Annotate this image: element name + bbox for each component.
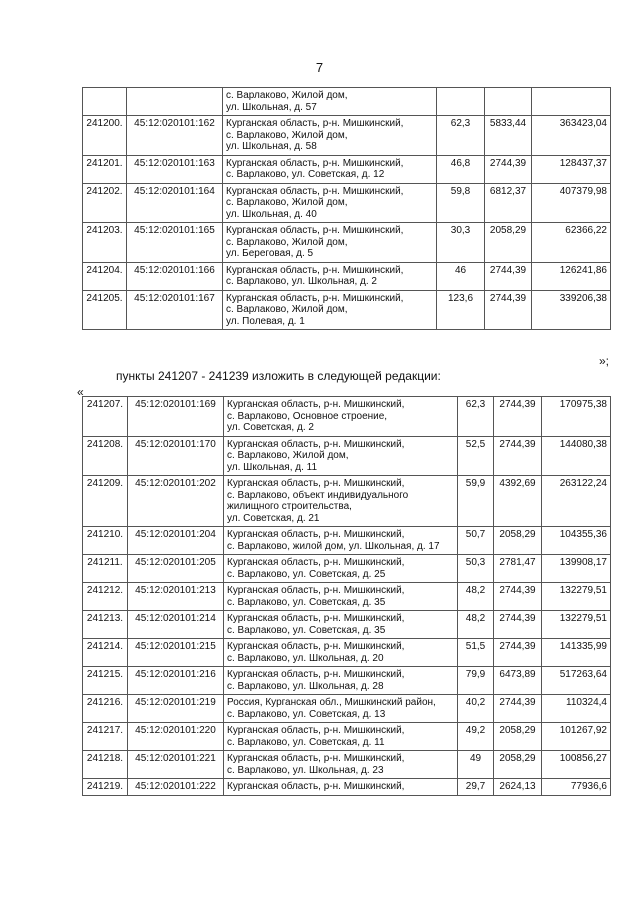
address-line: Курганская область, р-н. Мишкинский, <box>226 292 404 304</box>
address-cell <box>224 751 458 779</box>
cadastral-number-cell: 45:12:020101:167 <box>127 290 223 330</box>
address-cell <box>224 723 458 751</box>
total-value-cell: 139908,17 <box>542 555 611 583</box>
address-line: с. Варлаково, Жилой дом, <box>226 129 348 141</box>
address-line: ул. Школьная, д. 58 <box>226 141 317 152</box>
address-line: Курганская область, р-н. Мишкинский, <box>226 225 404 236</box>
cadastral-number-cell: 45:12:020101:204 <box>128 527 224 555</box>
row-number-cell: 241207. <box>83 397 128 437</box>
address-cell <box>224 476 458 527</box>
address-line: ул. Советская, д. 21 <box>227 512 320 524</box>
address-line: с. Варлаково, ул. Советская, д. 11 <box>227 736 385 748</box>
row-number-cell <box>83 88 127 116</box>
row-number-cell: 241215. <box>83 667 128 695</box>
price-value-cell: 2744,39 <box>485 262 532 290</box>
total-value-cell: 132279,51 <box>542 611 611 639</box>
total-value-cell: 407379,98 <box>532 183 611 223</box>
address-cell <box>223 262 437 290</box>
total-value-cell: 144080,38 <box>542 436 611 476</box>
area-value-cell: 52,5 <box>458 436 494 476</box>
address-cell <box>224 583 458 611</box>
address-line: с. Варлаково, ул. Советская, д. 12 <box>226 169 385 180</box>
table-row <box>83 397 611 437</box>
price-value-cell: 2058,29 <box>485 223 532 263</box>
area-value-cell: 59,9 <box>458 476 494 527</box>
total-value-cell: 263122,24 <box>542 476 611 527</box>
address-cell <box>224 611 458 639</box>
area-value-cell: 50,7 <box>458 527 494 555</box>
cadastral-number-cell: 45:12:020101:169 <box>128 397 224 437</box>
address-cell <box>223 183 437 223</box>
total-value-cell: 141335,99 <box>542 639 611 667</box>
address-line: Курганская область, р-н. Мишкинский, <box>226 157 404 169</box>
address-line: Курганская область, р-н. Мишкинский, <box>227 613 405 624</box>
area-value-cell: 48,2 <box>458 583 494 611</box>
total-value-cell: 77936,6 <box>542 779 611 796</box>
price-value-cell: 2744,39 <box>485 155 532 183</box>
address-line: с. Варлаково, ул. Школьная, д. 2 <box>226 276 377 287</box>
cadastral-number-cell: 45:12:020101:163 <box>127 155 223 183</box>
row-number-cell: 241213. <box>83 611 128 639</box>
table-row <box>83 436 611 476</box>
table-row <box>83 751 611 779</box>
address-cell <box>224 667 458 695</box>
price-value-cell: 2058,29 <box>494 723 542 751</box>
row-number-cell: 241204. <box>83 262 127 290</box>
area-value-cell: 59,8 <box>437 183 485 223</box>
price-value-cell: 2744,39 <box>494 611 542 639</box>
total-value-cell: 517263,64 <box>542 667 611 695</box>
total-value-cell: 132279,51 <box>542 583 611 611</box>
cadastral-number-cell: 45:12:020101:221 <box>128 751 224 779</box>
address-cell <box>224 436 458 476</box>
total-value-cell: 170975,38 <box>542 397 611 437</box>
address-line: Курганская область, р-н. Мишкинский, <box>226 264 404 276</box>
area-value-cell: 49,2 <box>458 723 494 751</box>
area-value-cell: 46 <box>437 262 485 290</box>
opening-quote: « <box>77 385 84 399</box>
total-value-cell <box>532 88 611 116</box>
page-number: 7 <box>315 60 324 75</box>
address-line: ул. Береговая, д. 5 <box>226 248 314 259</box>
address-cell <box>224 639 458 667</box>
area-value-cell: 40,2 <box>458 695 494 723</box>
row-number-cell: 241203. <box>83 223 127 263</box>
address-cell <box>224 397 458 437</box>
price-value-cell <box>485 88 532 116</box>
table-row <box>83 583 611 611</box>
row-number-cell: 241200. <box>83 116 127 156</box>
table-row <box>83 88 611 116</box>
table-row <box>83 527 611 555</box>
cadastral-number-cell: 45:12:020101:216 <box>128 667 224 695</box>
table-row <box>83 695 611 723</box>
area-value-cell: 62,3 <box>437 116 485 156</box>
table-row <box>83 476 611 527</box>
address-cell <box>224 779 458 796</box>
address-line: с. Варлаково, ул. Советская, д. 35 <box>227 596 386 608</box>
cadastral-number-cell: 45:12:020101:220 <box>128 723 224 751</box>
table-row <box>83 116 611 156</box>
price-value-cell: 2058,29 <box>494 751 542 779</box>
row-number-cell: 241201. <box>83 155 127 183</box>
area-value-cell: 29,7 <box>458 779 494 796</box>
address-cell <box>223 155 437 183</box>
area-value-cell: 49 <box>458 751 494 779</box>
address-line: ул. Полевая, д. 1 <box>226 315 305 327</box>
cadastral-number-cell <box>127 88 223 116</box>
total-value-cell: 101267,92 <box>542 723 611 751</box>
cadastral-number-cell: 45:12:020101:170 <box>128 436 224 476</box>
total-value-cell: 128437,37 <box>532 155 611 183</box>
table-body <box>83 397 611 796</box>
cadastral-number-cell: 45:12:020101:166 <box>127 262 223 290</box>
total-value-cell: 339206,38 <box>532 290 611 330</box>
address-line: с. Варлаково, Жилой дом, <box>226 197 348 208</box>
address-line: Россия, Курганская обл., Мишкинский район, <box>227 697 436 708</box>
address-line: с. Варлаково, ул. Школьная, д. 23 <box>227 764 384 776</box>
cadastral-number-cell: 45:12:020101:162 <box>127 116 223 156</box>
address-line: с. Варлаково, Жилой дом, <box>226 90 348 101</box>
address-line: Курганская область, р-н. Мишкинский, <box>227 669 405 680</box>
table-row <box>83 611 611 639</box>
address-line: с. Варлаково, Жилой дом, <box>226 236 348 248</box>
row-number-cell: 241202. <box>83 183 127 223</box>
address-line: Курганская область, р-н. Мишкинский, <box>227 529 405 540</box>
area-value-cell: 30,3 <box>437 223 485 263</box>
area-value-cell: 123,6 <box>437 290 485 330</box>
price-value-cell: 2744,39 <box>494 397 542 437</box>
cadastral-number-cell: 45:12:020101:202 <box>128 476 224 527</box>
table-row <box>83 779 611 796</box>
address-cell <box>223 116 437 156</box>
address-line: Курганская область, р-н. Мишкинский, <box>227 725 405 736</box>
row-number-cell: 241218. <box>83 751 128 779</box>
address-line: с. Варлаково, жилой дом, ул. Школьная, д. 17 <box>227 540 440 552</box>
total-value-cell: 62366,22 <box>532 223 611 263</box>
property-table-bottom <box>82 396 611 796</box>
address-cell <box>223 88 437 116</box>
address-line: Курганская область, р-н. Мишкинский, <box>227 438 405 450</box>
address-line: Курганская область, р-н. Мишкинский, <box>227 478 405 489</box>
address-line: с. Варлаково, Основное строение, <box>227 410 388 422</box>
address-line: с. Варлаково, объект индивидуального <box>227 489 409 501</box>
row-number-cell: 241214. <box>83 639 128 667</box>
price-value-cell: 2781,47 <box>494 555 542 583</box>
address-line: с. Варлаково, ул. Советская, д. 13 <box>227 708 386 720</box>
cadastral-number-cell: 45:12:020101:222 <box>128 779 224 796</box>
address-line: с. Варлаково, ул. Советская, д. 25 <box>227 568 386 580</box>
row-number-cell: 241210. <box>83 527 128 555</box>
price-value-cell: 2744,39 <box>494 583 542 611</box>
closing-quote: »; <box>598 354 609 368</box>
instruction-text: пункты 241207 - 241239 изложить в следующей редакции: <box>116 369 441 383</box>
address-line: с. Варлаково, Жилой дом, <box>226 304 348 315</box>
total-value-cell: 363423,04 <box>532 116 611 156</box>
table-row <box>83 555 611 583</box>
area-value-cell: 79,9 <box>458 667 494 695</box>
address-line: Курганская область, р-н. Мишкинский, <box>227 781 405 792</box>
price-value-cell: 2744,39 <box>485 290 532 330</box>
address-line: ул. Школьная, д. 40 <box>226 208 317 220</box>
row-number-cell: 241209. <box>83 476 128 527</box>
price-value-cell: 2744,39 <box>494 436 542 476</box>
row-number-cell: 241205. <box>83 290 127 330</box>
price-value-cell: 2624,13 <box>494 779 542 796</box>
row-number-cell: 241208. <box>83 436 128 476</box>
address-line: Курганская область, р-н. Мишкинский, <box>227 753 405 764</box>
price-value-cell: 6812,37 <box>485 183 532 223</box>
table-row <box>83 183 611 223</box>
address-line: Курганская область, р-н. Мишкинский, <box>227 641 405 652</box>
cadastral-number-cell: 45:12:020101:164 <box>127 183 223 223</box>
address-cell <box>223 223 437 263</box>
address-line: ул. Школьная, д. 57 <box>226 101 317 113</box>
total-value-cell: 100856,27 <box>542 751 611 779</box>
total-value-cell: 110324,4 <box>542 695 611 723</box>
address-line: с. Варлаково, ул. Школьная, д. 20 <box>227 652 384 664</box>
address-cell <box>224 527 458 555</box>
address-line: Курганская область, р-н. Мишкинский, <box>227 557 405 568</box>
row-number-cell: 241219. <box>83 779 128 796</box>
table-row <box>83 639 611 667</box>
area-value-cell: 62,3 <box>458 397 494 437</box>
table-row <box>83 667 611 695</box>
table-row <box>83 223 611 263</box>
address-line: ул. Советская, д. 2 <box>227 422 314 433</box>
price-value-cell: 6473,89 <box>494 667 542 695</box>
total-value-cell: 126241,86 <box>532 262 611 290</box>
address-cell <box>224 555 458 583</box>
price-value-cell: 2744,39 <box>494 639 542 667</box>
cadastral-number-cell: 45:12:020101:213 <box>128 583 224 611</box>
address-line: жилищного строительства, <box>227 501 352 512</box>
row-number-cell: 241216. <box>83 695 128 723</box>
price-value-cell: 2744,39 <box>494 695 542 723</box>
area-value-cell: 46,8 <box>437 155 485 183</box>
area-value-cell: 51,5 <box>458 639 494 667</box>
address-line: Курганская область, р-н. Мишкинский, <box>226 118 404 129</box>
address-line: Курганская область, р-н. Мишкинский, <box>227 399 405 410</box>
address-line: ул. Школьная, д. 11 <box>227 461 318 473</box>
address-cell <box>223 290 437 330</box>
address-line: Курганская область, р-н. Мишкинский, <box>226 185 404 197</box>
price-value-cell: 2058,29 <box>494 527 542 555</box>
price-value-cell: 5833,44 <box>485 116 532 156</box>
area-value-cell: 48,2 <box>458 611 494 639</box>
area-value-cell: 50,3 <box>458 555 494 583</box>
cadastral-number-cell: 45:12:020101:214 <box>128 611 224 639</box>
cadastral-number-cell: 45:12:020101:165 <box>127 223 223 263</box>
address-line: Курганская область, р-н. Мишкинский, <box>227 585 405 596</box>
table-row <box>83 290 611 330</box>
address-line: с. Варлаково, Жилой дом, <box>227 450 349 461</box>
property-table-top <box>82 87 611 330</box>
table-body <box>83 88 611 330</box>
row-number-cell: 241211. <box>83 555 128 583</box>
table-row <box>83 262 611 290</box>
table-row <box>83 723 611 751</box>
cadastral-number-cell: 45:12:020101:215 <box>128 639 224 667</box>
total-value-cell: 104355,36 <box>542 527 611 555</box>
table-row <box>83 155 611 183</box>
row-number-cell: 241212. <box>83 583 128 611</box>
row-number-cell: 241217. <box>83 723 128 751</box>
area-value-cell <box>437 88 485 116</box>
cadastral-number-cell: 45:12:020101:205 <box>128 555 224 583</box>
cadastral-number-cell: 45:12:020101:219 <box>128 695 224 723</box>
address-line: с. Варлаково, ул. Советская, д. 35 <box>227 624 386 636</box>
price-value-cell: 4392,69 <box>494 476 542 527</box>
address-line: с. Варлаково, ул. Школьная, д. 28 <box>227 680 384 692</box>
address-cell <box>224 695 458 723</box>
